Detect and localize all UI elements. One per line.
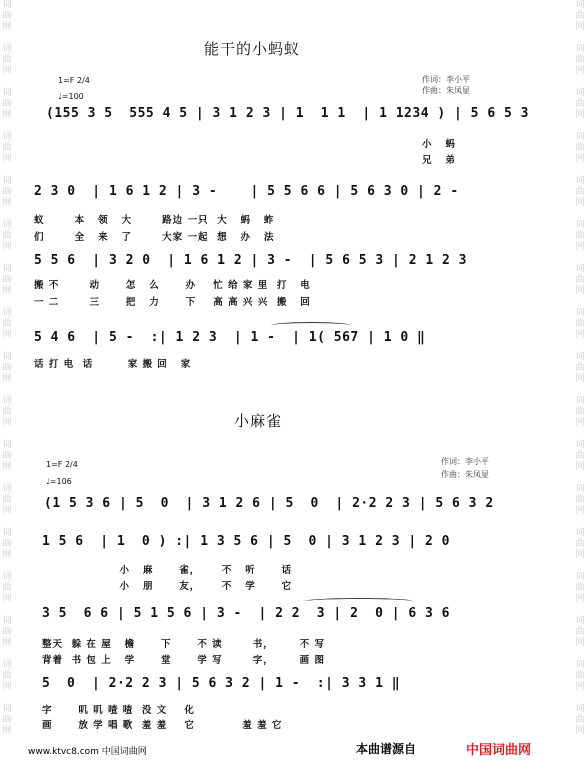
- song1-row4-lyric1: 话 打 电 话 家 搬 回 家: [34, 359, 192, 370]
- song1-row2-lyric2: 们 全 来 了 大家 一起 想 办 法: [34, 232, 275, 243]
- song1-row1-notes: (155 3 5 555 4 5 | 3 1 2 3 | 1 1 1 | 1 1234 ) | 5 6 5 3: [46, 106, 529, 121]
- song1-row3-lyric2: 一 二 三 把 力 下 高 高 兴 兴 搬 回: [34, 297, 311, 308]
- song2-row2-lyric2: 小 朋 友， 不 学 它: [42, 581, 293, 592]
- footer-site[interactable]: www.ktvc8.com 中国词曲网: [28, 747, 147, 757]
- song2-row2-lyric1: 小 麻 雀， 不 听 话: [42, 565, 293, 576]
- song2-lyricist: 作词：李小平: [441, 457, 489, 466]
- song1-row3-lyric1: 搬 不 动 怎 么 办 忙 给 家 里 打 电: [34, 280, 311, 291]
- song2-row3-notes: 3 5 6 6 | 5 1 5 6 | 3 - | 2 2 3 | 2 0 | 6 3 6: [42, 606, 451, 621]
- song1-row1-lyric2: 兄 弟: [422, 155, 456, 166]
- slur: [271, 322, 351, 329]
- song1-row1-lyric1: 小 蚂: [422, 139, 456, 150]
- watermark-right: 词 曲 网 词 曲 网 词 曲 网 词 曲 网 词 曲 网 词 曲 网 词 曲 网 词 曲 网 词 曲 网 词 曲 网 词 曲 网 词 曲 网 词 曲 网 词 曲 网 词 曲 网 词 曲 网 词 曲 网: [575, 0, 585, 736]
- song2-row4-lyric1: 字 叽 叽 喳 喳 没 文 化: [42, 705, 195, 716]
- song1-tempo: ♩=100: [58, 92, 84, 101]
- song1-composer: 作曲：朱凤显: [422, 86, 470, 95]
- song1-row2-lyric1: 蚁 本 领 大 路边 一只 大 蚂 蚱: [34, 215, 275, 226]
- song2-row2-notes: 1 5 6 | 1 0 ) :| 1 3 5 6 | 5 0 | 3 1 2 3 | 2 0: [42, 534, 451, 549]
- song1-row2-notes: 2 3 0 | 1 6 1 2 | 3 - | 5 5 6 6 | 5 6 3 0 | 2 -: [34, 184, 459, 199]
- song1-title: 能干的小蚂蚁: [204, 40, 301, 58]
- slur: [304, 598, 414, 605]
- footer-brand[interactable]: 中国词曲网: [466, 743, 532, 758]
- song2-row1-notes: (1 5 3 6 | 5 0 | 3 1 2 6 | 5 0 | 2·2 2 3 | 5 6 3 2: [44, 496, 494, 511]
- sheet-music: [14, 0, 573, 782]
- song2-row4-lyric2: 画 放 学 唱 歌 羞 羞 它 羞 羞 它: [42, 720, 283, 731]
- song2-row4-notes: 5 0 | 2·2 2 3 | 5 6 3 2 | 1 - :| 3 3 1 ‖: [42, 676, 401, 691]
- song1-row3-notes: 5 5 6 | 3 2 0 | 1 6 1 2 | 3 - | 5 6 5 3 | 2 1 2 3: [34, 253, 467, 268]
- song1-row4-notes: 5 4 6 | 5 - :| 1 2 3 | 1 - | 1( 567 | 1 0 ‖: [34, 330, 426, 345]
- watermark-left: 词 曲 网 词 曲 网 词 曲 网 词 曲 网 词 曲 网 词 曲 网 词 曲 网 词 曲 网 词 曲 网 词 曲 网 词 曲 网 词 曲 网 词 曲 网 词 曲 网 词 曲 网 词 曲 网 词 曲 网: [2, 0, 12, 736]
- song1-lyricist: 作词：李小平: [422, 75, 470, 84]
- song1-key: 1=F 2/4: [58, 76, 90, 85]
- song2-row3-lyric2: 背着 书 包 上 学 堂 学 写 字， 画 图: [42, 655, 325, 666]
- song2-title: 小麻雀: [234, 412, 283, 430]
- song2-tempo: ♩=106: [46, 477, 72, 486]
- song2-key: 1=F 2/4: [46, 460, 78, 469]
- footer-source: 本曲谱源自: [356, 742, 417, 756]
- song2-composer: 作曲：朱凤显: [441, 470, 489, 479]
- song2-row3-lyric1: 整天 躲 在 屋 檐 下 不 读 书， 不 写: [42, 639, 325, 650]
